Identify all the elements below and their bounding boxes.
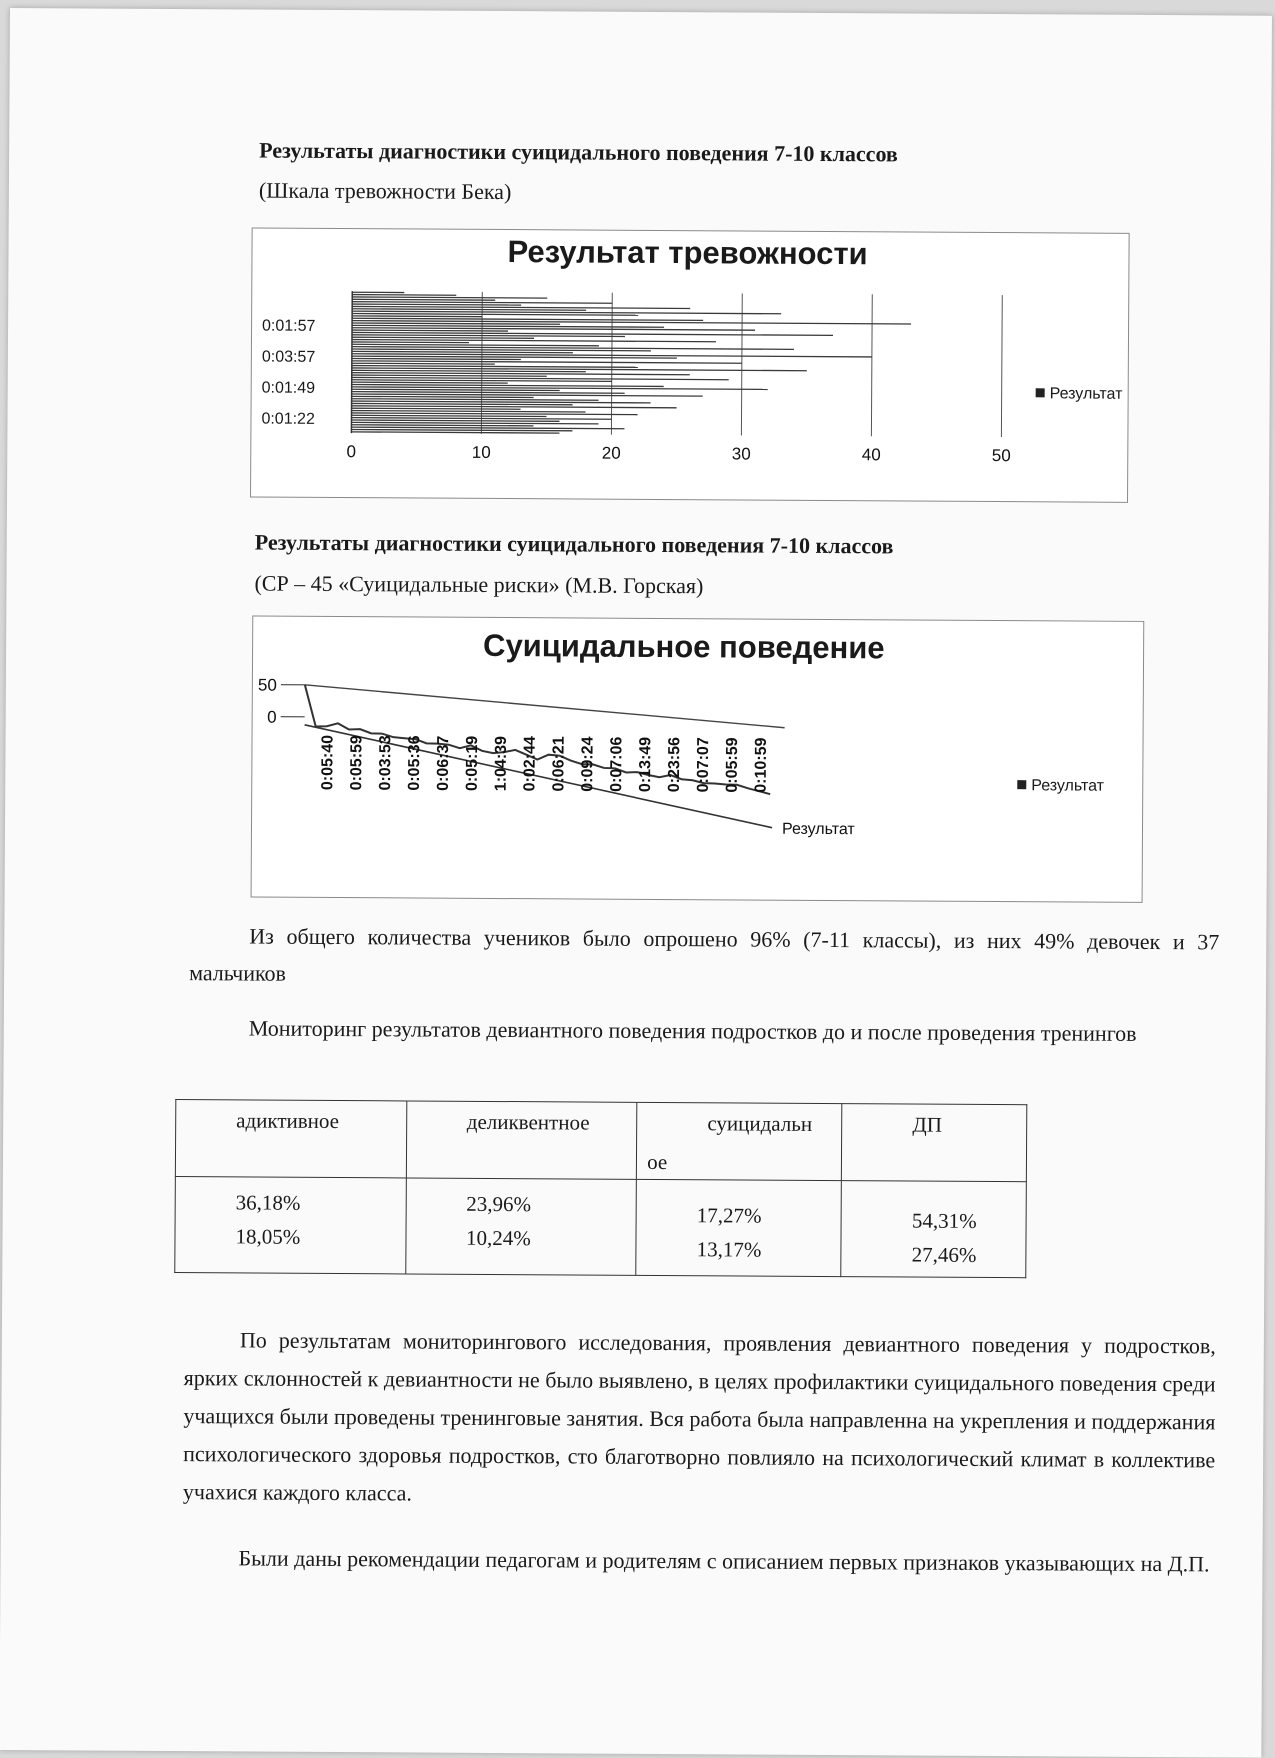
table-header-wrap: ое: [647, 1150, 831, 1176]
chart2-x-label: 0:05:40: [319, 735, 336, 790]
table-row: [175, 1177, 1027, 1278]
gridline: [1001, 295, 1002, 437]
monitoring-table: [174, 1099, 1027, 1278]
chart1-bar: [351, 422, 598, 425]
chart1-bar: [352, 370, 586, 373]
chart1-bar: [352, 410, 586, 413]
chart1-bar: [352, 363, 495, 365]
chart1-bar: [352, 308, 586, 311]
legend-swatch: [1036, 388, 1045, 397]
chart1-bar: [352, 294, 456, 296]
chart2-x-label: 0:10:59: [753, 737, 770, 792]
paragraph-monitoring: Мониторинг результатов девиантного поведения подростков до и после проведения тренингов: [189, 1009, 1219, 1052]
chart2-x-label: 0:05:59: [724, 737, 741, 792]
chart2-x-label: 0:05:19: [464, 736, 481, 791]
chart2-x-label: 0:05:59: [348, 735, 365, 790]
chart2-x-label: 0:09:24: [579, 736, 596, 791]
chart1-title: Результат тревожности: [507, 234, 867, 272]
chart1-bar: [352, 313, 638, 316]
chart2-x-label: 0:06:21: [550, 736, 567, 791]
chart1-bar: [352, 412, 638, 415]
chart1-bar: [352, 334, 625, 337]
chart1-bar: [352, 296, 547, 298]
paragraph-recommendations: Были даны рекомендации педагогам и родителям с описанием первых признаков указывающих на Д.П.: [182, 1539, 1214, 1583]
table-header-cell: [637, 1102, 843, 1180]
chart1-bar: [352, 351, 573, 354]
chart1-bar: [352, 415, 547, 417]
chart1-y-label: 0:01:57: [262, 311, 316, 342]
chart1-bar: [352, 365, 638, 368]
chart1-bar: [352, 408, 521, 410]
chart2-x-label: 0:05:36: [406, 735, 423, 790]
chart1-legend-label: Результат: [1050, 385, 1123, 402]
table-header-cell: деликвентное: [406, 1101, 637, 1179]
paragraph-survey: Из общего количества учеников было опрошено 96% (7-11 классы), из них 49% девочек и 37 мальчиков: [189, 917, 1219, 997]
section1-subheading: (Шкала тревожности Бека): [259, 178, 512, 206]
chart1-bar: [352, 292, 404, 294]
chart2-legend-label: Результат: [1031, 777, 1104, 794]
chart2-trend-label: Результат: [782, 821, 856, 838]
chart1-x-tick: 30: [732, 444, 751, 463]
gridline: [741, 293, 742, 435]
anxiety-chart: [250, 227, 1130, 502]
chart1-bar: [352, 398, 599, 401]
chart1-bar: [351, 429, 572, 432]
table-header-text: суицидальн: [707, 1111, 831, 1137]
table-cell: [405, 1178, 636, 1275]
chart1-bar: [352, 382, 508, 384]
gridline: [611, 293, 612, 435]
chart2-y-tick: 0: [267, 708, 277, 727]
chart2-x-label: 0:13:49: [637, 737, 654, 792]
cell-value: 13,17%: [697, 1232, 831, 1267]
chart1-bar: [352, 329, 508, 331]
chart1-y-label: 0:03:57: [262, 342, 316, 373]
chart1-bar: [351, 419, 559, 422]
chart1-bar: [352, 303, 521, 305]
chart2-plot: [252, 616, 1144, 901]
legend-swatch: [1017, 780, 1026, 789]
chart1-bar: [352, 322, 560, 325]
section1-heading: Результаты диагностики суицидального поведения 7-10 классов: [259, 138, 898, 168]
cell-value: 17,27%: [697, 1198, 831, 1233]
cell-value: 23,96%: [466, 1187, 626, 1222]
paragraph-results: По результатам мониторингового исследования, проявления девиантного поведения у подростков, ярких склонностей к девиантности не было выявлено, в целях профилактики суицидального поведения среди учащихся были проведены тренинговые занятия. Вся работа была направленна на укрепления и поддержания психологического здоровья подростков, сто благотворно повлияло на психологический климат в коллективе учахися каждого класса.: [183, 1321, 1216, 1517]
chart1-plot: [251, 228, 1129, 501]
chart1-bar: [352, 341, 469, 343]
chart1-bar: [352, 396, 534, 398]
chart2-x-label: 0:02:44: [521, 736, 538, 791]
chart1-y-label: 0:01:49: [262, 373, 316, 404]
chart1-bar: [352, 391, 625, 394]
suicidal-behavior-chart: [251, 615, 1145, 902]
chart1-bar: [352, 315, 482, 317]
cell-value: 54,31%: [912, 1204, 1016, 1239]
chart2-x-label: 0:23:56: [666, 737, 683, 792]
chart1-bar: [352, 358, 521, 360]
section2-heading: Результаты диагностики суицидального поведения 7-10 классов: [255, 530, 894, 560]
chart2-x-label: 0:03:53: [377, 735, 394, 790]
cell-value: 27,46%: [912, 1238, 1016, 1273]
chart2-y-tick: 50: [258, 676, 277, 695]
chart1-bar: [352, 344, 599, 347]
chart2-x-label: 0:07:06: [608, 737, 625, 792]
chart1-bar: [351, 424, 533, 426]
chart1-y-label: 0:01:22: [261, 404, 315, 435]
cell-value: 18,05%: [235, 1219, 395, 1254]
table-header-cell: адиктивное: [175, 1100, 406, 1178]
chart1-x-tick: 40: [862, 445, 881, 464]
gridline: [871, 294, 872, 436]
chart1-legend: [1036, 385, 1123, 404]
chart1-bar: [352, 374, 547, 376]
chart1-y-axis: [351, 291, 352, 433]
chart2-upper-line: [305, 685, 785, 728]
document-page: [0, 8, 1272, 1758]
gridline: [481, 292, 482, 434]
table-cell: [175, 1177, 406, 1274]
chart2-x-label: 0:06:37: [435, 736, 452, 791]
chart1-bar: [352, 337, 534, 339]
chart1-x-tick: 20: [602, 444, 621, 463]
table-header-cell: ДП: [842, 1104, 1027, 1182]
section2-subheading: (СР – 45 «Суицидальные риски» (М.В. Горская): [254, 571, 703, 600]
chart2-x-label: 1:04:39: [493, 736, 510, 791]
chart1-x-tick: 10: [472, 443, 491, 462]
chart2-title: Суицидальное поведение: [483, 628, 885, 666]
chart1-bar: [352, 403, 573, 406]
chart1-x-tick: 0: [347, 442, 357, 461]
chart2-x-label: 0:07:07: [695, 737, 712, 792]
cell-value: 10,24%: [466, 1221, 626, 1256]
table-cell: [636, 1179, 842, 1276]
cell-value: 36,18%: [236, 1185, 396, 1220]
chart1-bar: [352, 299, 495, 301]
chart1-bar: [352, 389, 560, 392]
table-cell: [841, 1181, 1026, 1278]
chart1-bar: [351, 426, 624, 429]
chart2-legend: [1017, 777, 1104, 796]
chart1-x-tick: 50: [992, 446, 1011, 465]
table-header-row: [175, 1100, 1026, 1182]
chart1-bar: [351, 431, 559, 434]
